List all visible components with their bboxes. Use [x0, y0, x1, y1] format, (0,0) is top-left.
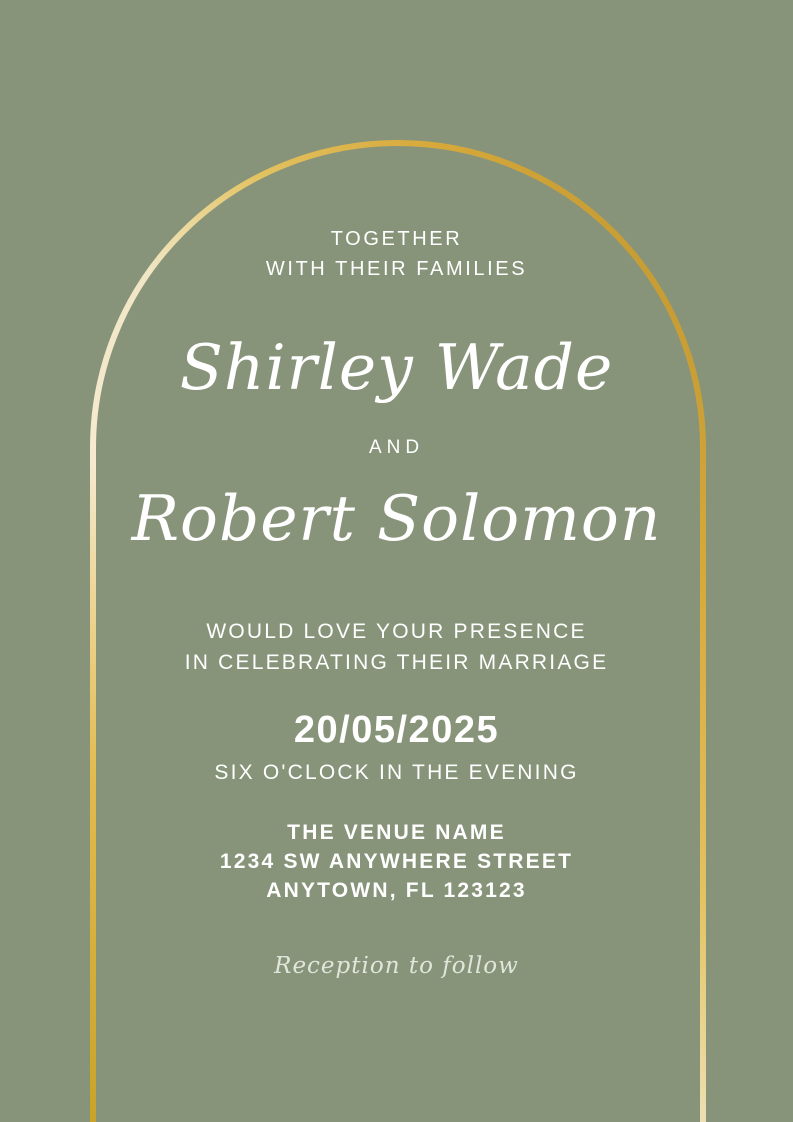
intro-block	[266, 224, 527, 284]
venue-name: THE VENUE NAME	[287, 820, 506, 844]
event-date: 20/05/2025	[293, 709, 500, 751]
invitation-message	[185, 616, 609, 678]
invitation-message-line-1: WOULD LOVE YOUR PRESENCE	[206, 620, 587, 643]
venue-street: 1234 SW ANYWHERE STREET	[219, 849, 574, 873]
venue-city-state-zip: ANYTOWN, FL 123123	[266, 878, 527, 902]
invitation-message-line-2: IN CELEBRATING THEIR MARRIAGE	[184, 651, 609, 674]
reception-note: Reception to follow	[274, 952, 519, 979]
couple-conjunction: AND	[368, 437, 425, 458]
intro-line-2: WITH THEIR FAMILIES	[265, 258, 528, 280]
venue-block	[220, 818, 573, 905]
intro-line-1: TOGETHER	[330, 228, 463, 250]
partner-two-name: Robert Solomon	[131, 482, 662, 555]
partner-one-name: Shirley Wade	[179, 331, 614, 404]
event-time: SIX O'CLOCK IN THE EVENING	[214, 760, 579, 784]
